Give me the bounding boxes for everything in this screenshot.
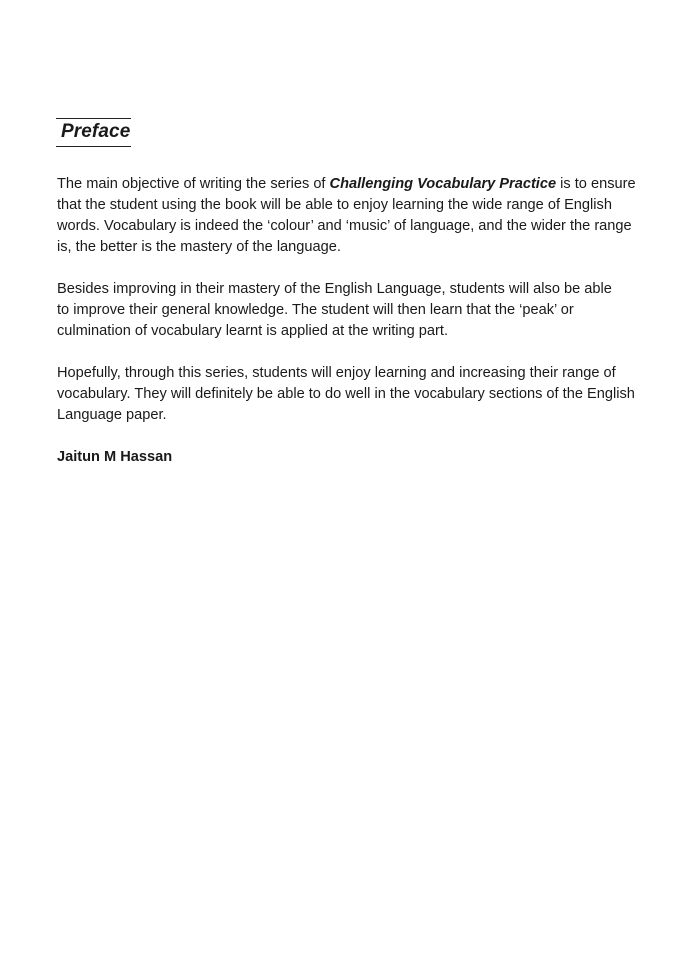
paragraph-1-line-4: is, the better is the mastery of the language. [57, 239, 341, 255]
paragraph-2-line-3: culmination of vocabulary learnt is applied at the writing part. [57, 323, 448, 339]
page-title: Preface [61, 121, 131, 142]
paragraph-2-line-1: Besides improving in their mastery of the English Language, students will also be able [57, 281, 612, 297]
paragraph-3-line-2: vocabulary. They will definitely be able to do well in the vocabulary sections of the English [57, 386, 635, 402]
paragraph-3-line-3: Language paper. [57, 407, 167, 423]
paragraph-2 [57, 279, 641, 342]
paragraph-1-line-3: words. Vocabulary is indeed the ‘colour’ and ‘music’ of language, and the wider the range [57, 218, 632, 234]
paragraph-3-line-1: Hopefully, through this series, students will enjoy learning and increasing their range of [57, 365, 616, 381]
paragraph-1-line-1 [57, 174, 641, 195]
line-1-text-before: The main objective of writing the series of [57, 176, 330, 192]
paragraph-1-line-2: that the student using the book will be able to enjoy learning the wide range of English [57, 197, 612, 213]
paragraph-2-line-2: to improve their general knowledge. The student will then learn that the ‘peak’ or [57, 302, 574, 318]
paragraph-1 [57, 174, 641, 258]
heading-box [56, 118, 131, 147]
paragraph-3 [57, 363, 641, 426]
book-title: Challenging Vocabulary Practice [329, 176, 557, 192]
author-name: Jaitun M Hassan [57, 449, 173, 465]
preface-body [57, 174, 641, 468]
line-1-text-after: is to ensure [556, 176, 636, 192]
